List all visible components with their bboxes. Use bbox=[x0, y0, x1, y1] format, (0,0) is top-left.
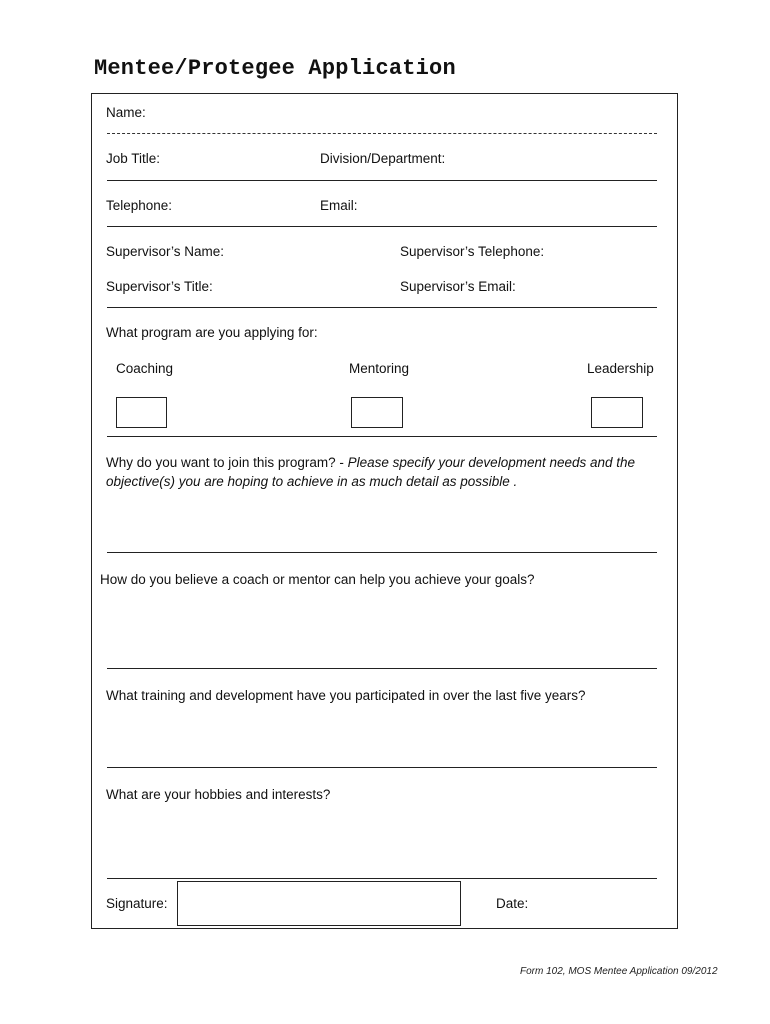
program-rule bbox=[107, 436, 657, 437]
leadership-checkbox[interactable] bbox=[591, 397, 643, 428]
email-label: Email: bbox=[320, 198, 358, 213]
signature-label: Signature: bbox=[106, 896, 168, 911]
page-title: Mentee/Protegee Application bbox=[94, 56, 456, 81]
why-join-text: Why do you want to join this program? - bbox=[106, 455, 348, 470]
supervisor-title-label: Supervisor’s Title: bbox=[106, 279, 213, 294]
supervisor-rule bbox=[107, 307, 657, 308]
division-label: Division/Department: bbox=[320, 151, 446, 166]
why-join-detail-text: Please specify your development needs and the objective(s) you are hoping to achieve in as much detail as possible . bbox=[106, 455, 636, 489]
signature-field[interactable] bbox=[177, 881, 461, 926]
program-option-coaching-label: Coaching bbox=[116, 361, 174, 376]
supervisor-name-label: Supervisor’s Name: bbox=[106, 244, 225, 259]
job-title-label: Job Title: bbox=[106, 151, 161, 166]
contact-rule bbox=[107, 226, 657, 227]
supervisor-title-field[interactable] bbox=[220, 274, 390, 302]
name-label: Name: bbox=[106, 105, 146, 120]
supervisor-telephone-label: Supervisor’s Telephone: bbox=[400, 244, 545, 259]
why-join-rule bbox=[107, 552, 657, 553]
hobbies-rule bbox=[107, 878, 657, 879]
why-join-question bbox=[106, 453, 646, 491]
hobbies-question: What are your hobbies and interests? bbox=[106, 787, 331, 802]
supervisor-name-field[interactable] bbox=[230, 239, 390, 265]
telephone-label: Telephone: bbox=[106, 198, 173, 213]
mentoring-checkbox[interactable] bbox=[351, 397, 403, 428]
training-question: What training and development have you participated in over the last five years? bbox=[106, 688, 586, 703]
name-rule bbox=[107, 133, 657, 134]
coach-help-rule bbox=[107, 668, 657, 669]
supervisor-telephone-field[interactable] bbox=[552, 239, 657, 265]
form-footer: Form 102, MOS Mentee Application 09/2012 bbox=[520, 966, 718, 977]
program-option-mentoring-label: Mentoring bbox=[349, 361, 410, 376]
coach-help-answer[interactable] bbox=[106, 595, 658, 665]
coaching-checkbox[interactable] bbox=[116, 397, 167, 428]
date-field[interactable] bbox=[535, 888, 655, 918]
why-join-answer[interactable] bbox=[106, 495, 658, 550]
job-rule bbox=[107, 180, 657, 181]
coach-help-question: How do you believe a coach or mentor can help you achieve your goals? bbox=[100, 572, 535, 587]
date-label: Date: bbox=[496, 896, 529, 911]
supervisor-email-label: Supervisor’s Email: bbox=[400, 279, 516, 294]
telephone-field[interactable] bbox=[180, 193, 313, 223]
name-field[interactable] bbox=[152, 100, 657, 130]
training-rule bbox=[107, 767, 657, 768]
hobbies-answer[interactable] bbox=[106, 810, 658, 875]
training-answer[interactable] bbox=[106, 710, 658, 765]
email-field[interactable] bbox=[365, 193, 657, 223]
program-question: What program are you applying for: bbox=[106, 325, 318, 340]
program-option-leadership-label: Leadership bbox=[587, 361, 654, 376]
job-title-field[interactable] bbox=[168, 146, 313, 176]
division-field[interactable] bbox=[460, 146, 657, 176]
supervisor-email-field[interactable] bbox=[522, 274, 657, 302]
